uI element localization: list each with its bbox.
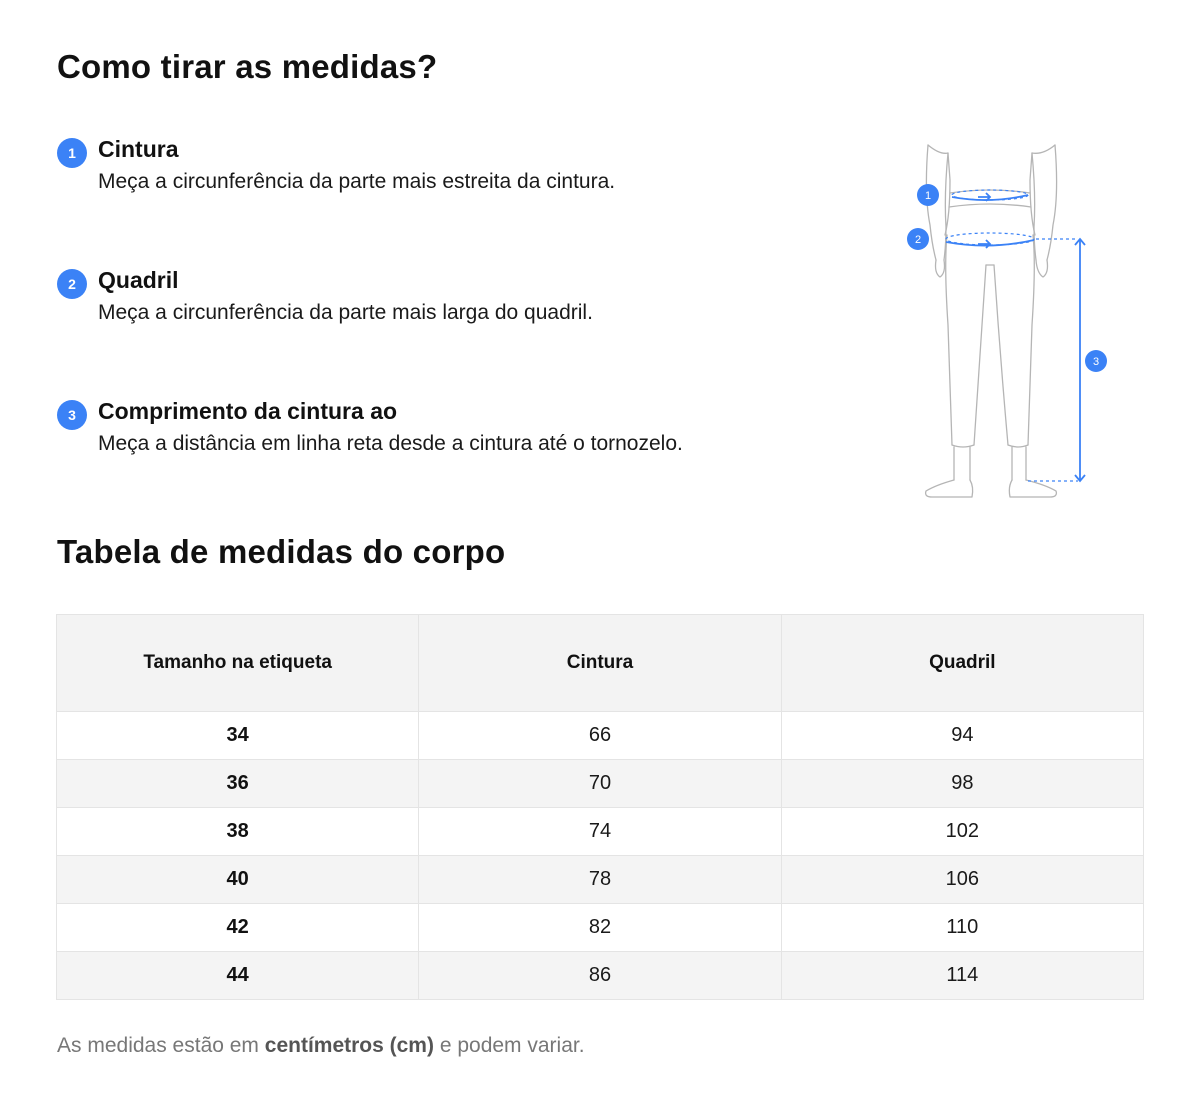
- cell-hip: 114: [781, 952, 1143, 1000]
- footnote-prefix: As medidas estão em: [57, 1034, 265, 1057]
- cell-waist: 86: [419, 952, 781, 1000]
- table-row: [57, 952, 1144, 1000]
- cell-hip: 110: [781, 904, 1143, 952]
- cell-size: 44: [57, 952, 419, 1000]
- table-title: Tabela de medidas do corpo: [57, 533, 506, 570]
- table-row: [57, 904, 1144, 952]
- step-description: Meça a circunferência da parte mais estreita da cintura.: [98, 170, 616, 193]
- cell-size: 36: [57, 760, 419, 808]
- marker-1: 1: [924, 190, 932, 202]
- cell-waist: 74: [419, 808, 781, 856]
- cell-waist: 66: [419, 712, 781, 760]
- header-waist: Cintura: [419, 615, 781, 712]
- step-description: Meça a distância em linha reta desde a cintura até o tornozelo.: [98, 432, 683, 455]
- cell-hip: 106: [781, 856, 1143, 904]
- table-row: [57, 760, 1144, 808]
- cell-size: 38: [57, 808, 419, 856]
- cell-size: 40: [57, 856, 419, 904]
- step-description: Meça a circunferência da parte mais larga do quadril.: [98, 301, 593, 324]
- cell-waist: 78: [419, 856, 781, 904]
- cell-waist: 70: [419, 760, 781, 808]
- step-number-badge: 1: [57, 138, 87, 168]
- step-title: Comprimento da cintura ao: [98, 398, 398, 424]
- step-title: Quadril: [98, 267, 179, 293]
- cell-hip: 94: [781, 712, 1143, 760]
- cell-hip: 98: [781, 760, 1143, 808]
- cell-size: 42: [57, 904, 419, 952]
- cell-hip: 102: [781, 808, 1143, 856]
- step-number-badge: 3: [57, 400, 87, 430]
- marker-2: 2: [914, 234, 922, 246]
- step-title: Cintura: [98, 136, 179, 162]
- footnote-suffix: e podem variar.: [433, 1034, 585, 1057]
- cell-size: 34: [57, 712, 419, 760]
- page-title: Como tirar as medidas?: [57, 48, 438, 85]
- units-footnote: [57, 1034, 585, 1058]
- step-number-badge: 2: [57, 269, 87, 299]
- pants-measurement-diagram-icon: [900, 135, 1120, 505]
- table-row: [57, 808, 1144, 856]
- header-size: Tamanho na etiqueta: [57, 615, 419, 712]
- table-row: [57, 856, 1144, 904]
- cell-waist: 82: [419, 904, 781, 952]
- footnote-unit: centímetros (cm): [264, 1034, 434, 1057]
- marker-3: 3: [1092, 356, 1100, 368]
- header-hip: Quadril: [781, 615, 1143, 712]
- size-table: [56, 614, 1144, 1000]
- table-row: [57, 712, 1144, 760]
- table-header-row: [57, 615, 1144, 712]
